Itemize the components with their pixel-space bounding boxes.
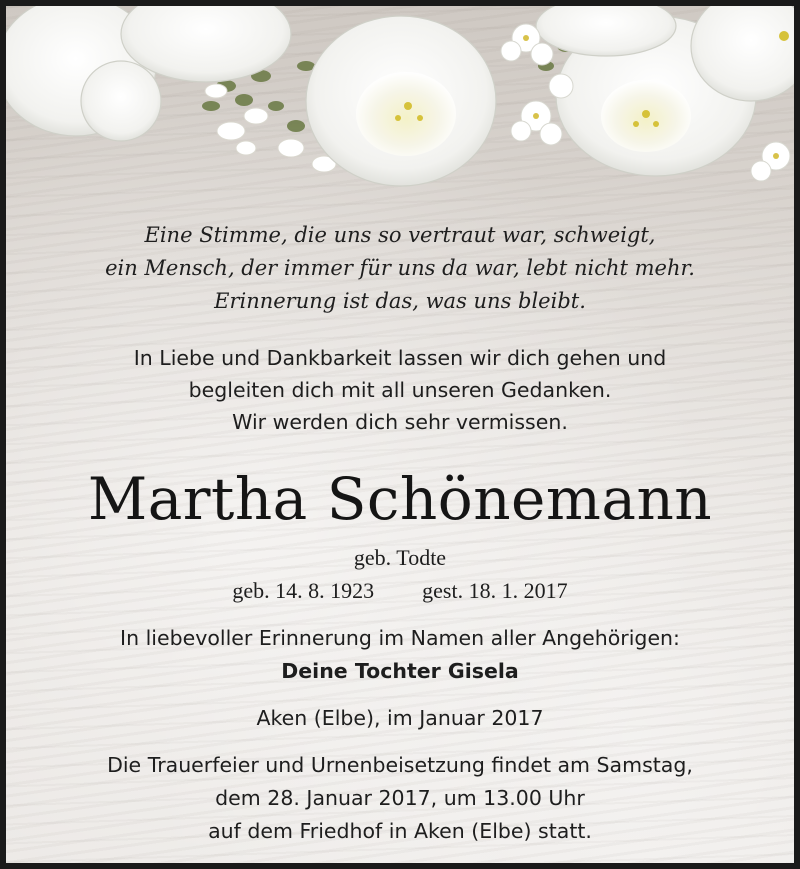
birth-date: geb. 14. 8. 1923 (232, 578, 375, 603)
closing-section (6, 622, 794, 848)
white-tulips-image (6, 6, 794, 206)
life-dates (6, 574, 794, 607)
life-details (6, 541, 794, 607)
poem-line-1: Eine Stimme, die uns so vertraut war, schweigt, (144, 223, 656, 247)
deceased-name: Martha Schönemann (87, 465, 713, 533)
farewell-message (6, 342, 794, 438)
poem-line-2: ein Mensch, der immer für uns da war, lebt nicht mehr. (105, 256, 695, 280)
mourners-intro: In liebevoller Erinnerung im Namen aller Angehörigen: (120, 626, 680, 650)
poem-verse (6, 219, 794, 318)
farewell-line-2: begleiten dich mit all unseren Gedanken. (188, 378, 612, 402)
farewell-line-3: Wir werden dich sehr vermissen. (232, 410, 568, 434)
ceremony-line-3: auf dem Friedhof in Aken (Elbe) statt. (208, 819, 592, 843)
ceremony-line-2: dem 28. Januar 2017, um 13.00 Uhr (215, 786, 585, 810)
mourners-signature: Deine Tochter Gisela (281, 659, 519, 683)
maiden-name: geb. Todte (353, 545, 447, 570)
ceremony-line-1: Die Trauerfeier und Urnenbeisetzung findet am Samstag, (107, 753, 693, 777)
poem-line-3: Erinnerung ist das, was uns bleibt. (214, 289, 586, 313)
farewell-line-1: In Liebe und Dankbarkeit lassen wir dich gehen und (133, 346, 667, 370)
death-date: gest. 18. 1. 2017 (422, 578, 568, 603)
place-date: Aken (Elbe), im Januar 2017 (256, 706, 544, 730)
